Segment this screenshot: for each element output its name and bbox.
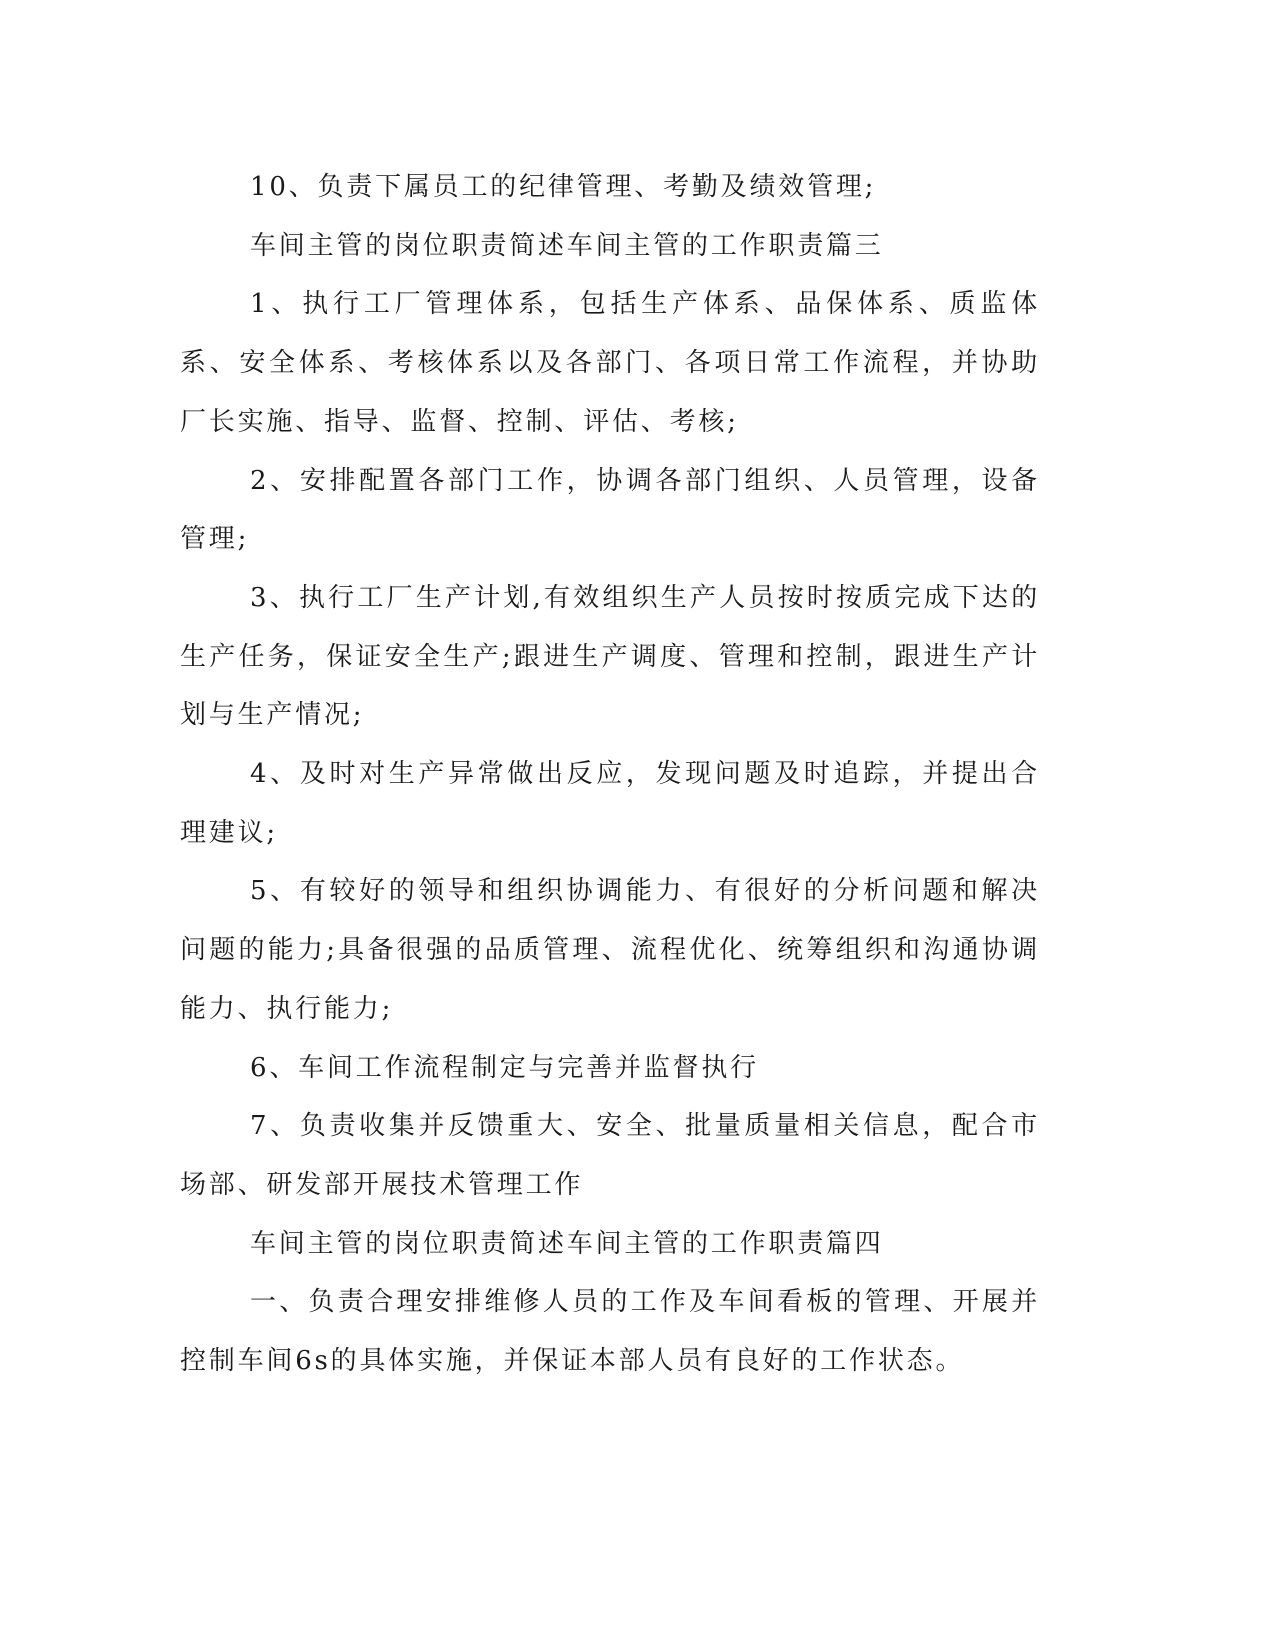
paragraph-item-2-department-work: 2、安排配置各部门工作，协调各部门组织、人员管理，设备管理; <box>180 465 1040 555</box>
document-body <box>180 158 1040 1391</box>
paragraph-item-one-maintenance: 一、负责合理安排维修人员的工作及车间看板的管理、开展并控制车间6s的具体实施，并保证本部人员有良好的工作状态。 <box>180 1287 1040 1377</box>
paragraph-item-5-abilities: 5、有较好的领导和组织协调能力、有很好的分析问题和解决问题的能力;具备很强的品质管理、流程优化、统筹组织和沟通协调能力、执行能力; <box>180 876 1040 1024</box>
paragraph-item-6-workflow: 6、车间工作流程制定与完善并监督执行 <box>250 1052 759 1083</box>
paragraph-item-10-discipline: 10、负责下属员工的纪律管理、考勤及绩效管理; <box>250 172 877 202</box>
paragraph-item-3-production-plan: 3、执行工厂生产计划,有效组织生产人员按时按质完成下达的生产任务，保证安全生产;跟进生产调度、管理和控制，跟进生产计划与生产情况; <box>180 582 1040 731</box>
section-heading-part-four: 车间主管的岗位职责简述车间主管的工作职责篇四 <box>250 1228 884 1259</box>
paragraph-item-1-management-system: 1、执行工厂管理体系，包括生产体系、品保体系、质监体系、安全体系、考核体系以及各部门、各项日常工作流程，并协助厂长实施、指导、监督、控制、评估、考核; <box>180 289 1040 437</box>
paragraph-item-4-exception-response: 4、及时对生产异常做出反应，发现问题及时追踪，并提出合理建议; <box>180 759 1040 848</box>
paragraph-item-7-quality-info: 7、负责收集并反馈重大、安全、批量质量相关信息，配合市场部、研发部开展技术管理工作 <box>180 1111 1040 1200</box>
section-heading-part-three: 车间主管的岗位职责简述车间主管的工作职责篇三 <box>250 230 884 261</box>
